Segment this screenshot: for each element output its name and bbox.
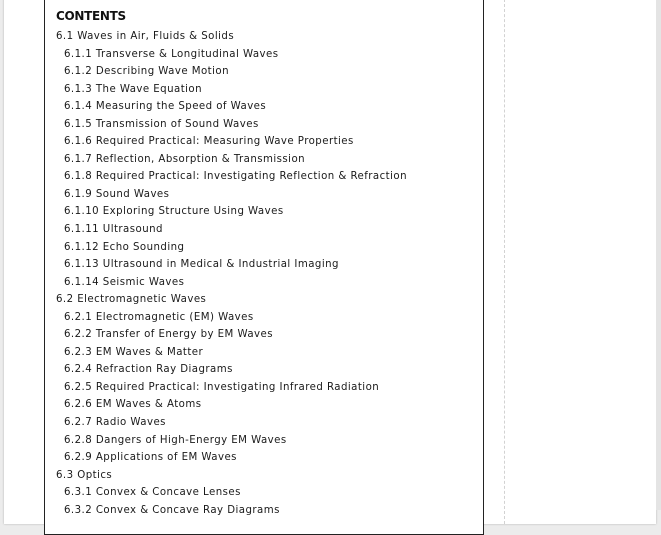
toc-item-6-2-7[interactable]: 6.2.7 Radio Waves <box>64 417 166 429</box>
toc-item-6-2-2[interactable]: 6.2.2 Transfer of Energy by EM Waves <box>64 329 273 341</box>
toc-item-6-2-5[interactable]: 6.2.5 Required Practical: Investigating Infrared Radiation <box>64 381 380 393</box>
toc-item-6-1-13[interactable]: 6.1.13 Ultrasound in Medical & Industrial Imaging <box>64 259 339 271</box>
toc-item-6-1-14[interactable]: 6.1.14 Seismic Waves <box>64 276 185 288</box>
table-of-contents <box>44 0 484 535</box>
toc-item-6-3-1[interactable]: 6.3.1 Convex & Concave Lenses <box>64 487 241 499</box>
toc-section-6-1[interactable]: 6.1 Waves in Air, Fluids & Solids <box>56 31 235 42</box>
toc-item-6-1-1[interactable]: 6.1.1 Transverse & Longitudinal Waves <box>64 48 279 60</box>
viewer-edge <box>656 0 661 510</box>
toc-item-6-1-5[interactable]: 6.1.5 Transmission of Sound Waves <box>64 118 259 130</box>
toc-item-6-3-2[interactable]: 6.3.2 Convex & Concave Ray Diagrams <box>64 504 280 516</box>
document-page <box>4 0 656 524</box>
toc-item-6-2-6[interactable]: 6.2.6 EM Waves & Atoms <box>64 399 202 411</box>
toc-section-6-3[interactable]: 6.3 Optics <box>56 469 113 481</box>
contents-heading: CONTENTS <box>56 9 126 23</box>
toc-item-6-2-8[interactable]: 6.2.8 Dangers of High-Energy EM Waves <box>64 434 287 446</box>
toc-item-6-2-1[interactable]: 6.2.1 Electromagnetic (EM) Waves <box>64 311 254 323</box>
toc-item-6-1-6[interactable]: 6.1.6 Required Practical: Measuring Wave Properties <box>64 136 354 148</box>
toc-item-6-1-10[interactable]: 6.1.10 Exploring Structure Using Waves <box>64 206 284 218</box>
toc-item-6-2-4[interactable]: 6.2.4 Refraction Ray Diagrams <box>64 364 233 376</box>
toc-item-6-1-12[interactable]: 6.1.12 Echo Sounding <box>64 241 185 253</box>
toc-item-6-2-9[interactable]: 6.2.9 Applications of EM Waves <box>64 452 237 464</box>
toc-item-6-1-3[interactable]: 6.1.3 The Wave Equation <box>64 83 203 95</box>
contents-list <box>56 28 407 519</box>
toc-item-6-1-8[interactable]: 6.1.8 Required Practical: Investigating Reflection & Refraction <box>64 171 407 183</box>
toc-section-6-2[interactable]: 6.2 Electromagnetic Waves <box>56 294 207 306</box>
toc-item-6-1-9[interactable]: 6.1.9 Sound Waves <box>64 188 170 200</box>
toc-item-6-1-11[interactable]: 6.1.11 Ultrasound <box>64 224 163 236</box>
toc-item-6-1-7[interactable]: 6.1.7 Reflection, Absorption & Transmission <box>64 153 306 165</box>
toc-item-6-2-3[interactable]: 6.2.3 EM Waves & Matter <box>64 346 204 358</box>
toc-item-6-1-4[interactable]: 6.1.4 Measuring the Speed of Waves <box>64 101 267 113</box>
toc-item-6-1-2[interactable]: 6.1.2 Describing Wave Motion <box>64 66 229 78</box>
page-fold-guide <box>504 0 505 524</box>
